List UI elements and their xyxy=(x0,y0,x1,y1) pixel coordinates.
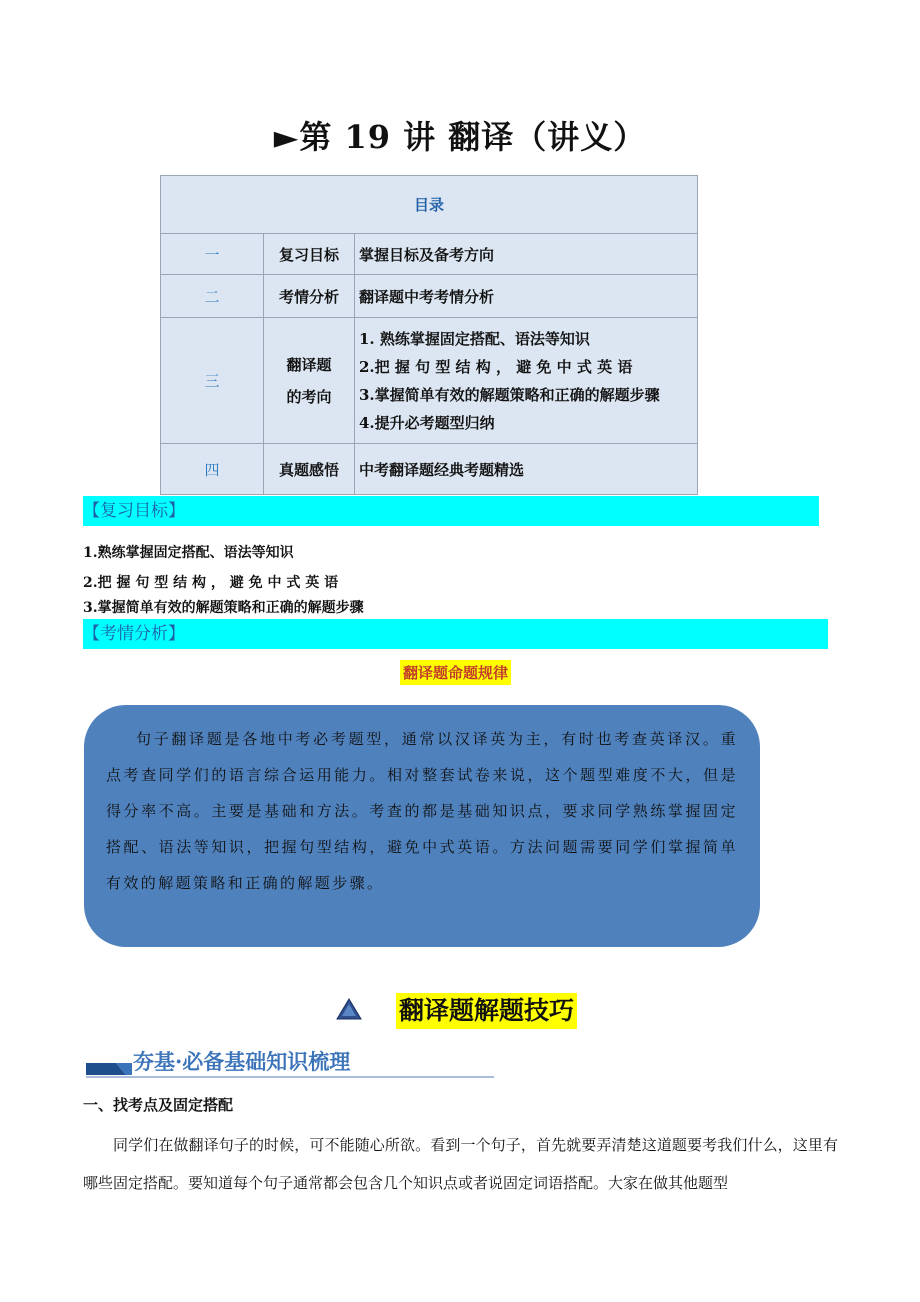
tips-title: 翻译题解题技巧 xyxy=(396,993,577,1029)
toc-category-line: 翻译题 xyxy=(286,355,332,374)
table-row xyxy=(161,275,698,318)
toc-row-category xyxy=(264,318,355,444)
table-row xyxy=(161,234,698,275)
table-row xyxy=(161,444,698,495)
body-paragraph: 同学们在做翻译句子的时候，可不能随心所欲。看到一个句子，首先就要弄清楚这道题要考我们什么，这里有哪些固定搭配。要知道每个句子通常都会包含几个知识点或者说固定词语搭配。大家在做其他题型 xyxy=(83,1136,838,1192)
toc-heading: 目录 xyxy=(161,176,698,234)
page-title: ►第 19 讲 翻译（讲义） xyxy=(273,118,647,156)
triangle-icon xyxy=(336,998,362,1020)
toc-row-number: 一 xyxy=(161,234,264,275)
toc-category-line: 的考向 xyxy=(286,387,332,406)
toc-row-number: 三 xyxy=(161,318,264,444)
subsection-heading: 一、找考点及固定搭配 xyxy=(83,1096,234,1114)
toc-row-category: 考情分析 xyxy=(264,275,355,318)
toc-row-description xyxy=(355,318,698,444)
toc-row-category: 真题感悟 xyxy=(264,444,355,495)
toc-row-number: 四 xyxy=(161,444,264,495)
toc-row-description: 掌握目标及备考方向 xyxy=(355,234,698,275)
review-goal-item: 2.把 握 句 型 结 构 ， 避 免 中 式 英 语 xyxy=(83,575,339,591)
review-goals-heading: 【复习目标】 xyxy=(83,496,819,526)
toc-row-category: 复习目标 xyxy=(264,234,355,275)
review-goal-item: 1.熟练掌握固定搭配、语法等知识 xyxy=(83,545,294,561)
table-of-contents xyxy=(160,175,698,495)
review-goal-item: 3.掌握简单有效的解题策略和正确的解题步骤 xyxy=(83,600,364,616)
toc-item: 1. 熟练掌握固定搭配、语法等知识 xyxy=(359,329,590,348)
toc-item: 3.掌握简单有效的解题策略和正确的解题步骤 xyxy=(359,385,660,404)
exam-analysis-heading: 【考情分析】 xyxy=(83,619,828,649)
toc-row-number: 二 xyxy=(161,275,264,318)
toc-item: 2.把 握 句 型 结 构 ， 避 免 中 式 英 语 xyxy=(359,357,633,376)
table-row xyxy=(161,318,698,444)
section-banner-title: 夯基·必备基础知识梳理 xyxy=(133,1049,351,1074)
analysis-callout-box xyxy=(84,705,760,947)
toc-row-description: 翻译题中考考情分析 xyxy=(355,275,698,318)
rule-title: 翻译题命题规律 xyxy=(400,660,511,685)
toc-item: 4.提升必考题型归纳 xyxy=(359,413,495,432)
toc-row-description: 中考翻译题经典考题精选 xyxy=(355,444,698,495)
analysis-body-text: 句子翻译题是各地中考必考题型，通常以汉译英为主，有时也考查英译汉。重点考查同学们的语言综合运用能力。相对整套试卷来说，这个题型难度不大，但是得分率不高。主要是基础和方法。考查的都是基础知识点，要求同学熟练掌握固定搭配、语法等知识，把握句型结构，避免中式英语。方法问题需要同学们掌握简单有效的解题策略和正确的解题步骤。 xyxy=(106,730,738,892)
